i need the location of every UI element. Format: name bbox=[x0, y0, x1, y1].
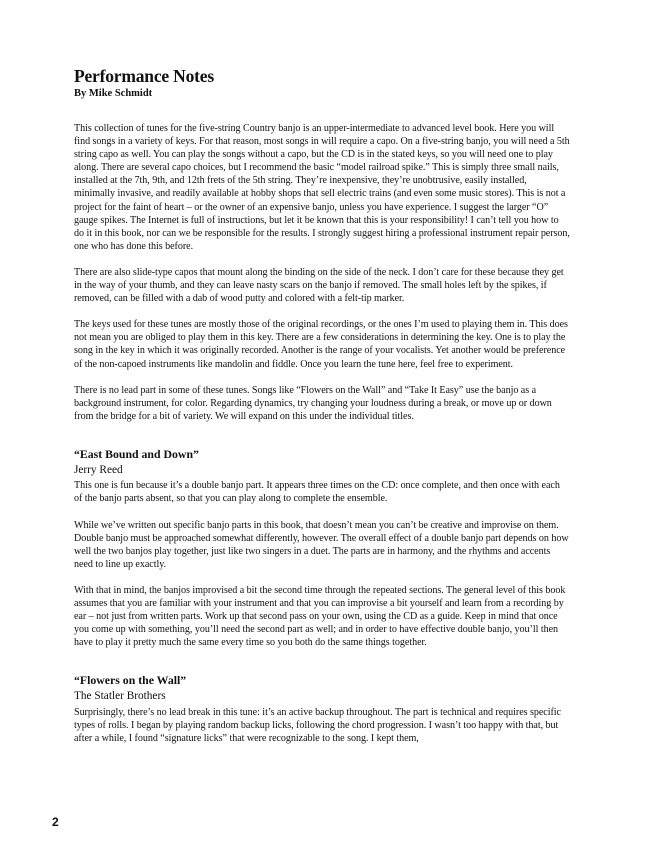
song-paragraph: While we’ve written out specific banjo parts in this book, that doesn’t mean you can’t be creative and improvise on them. Double banjo must be approached somewhat differently, however. The overall effect of a double banjo part depends on how well the two banjos play together, just like two singers in a duet. The parts are in harmony, and the rhythms and accents need to line up exactly. bbox=[74, 519, 569, 570]
page-title: Performance Notes bbox=[74, 66, 214, 86]
song-paragraph: This one is fun because it’s a double banjo part. It appears three times on the CD: once complete, and then once with each of the banjo parts absent, so that you can play along to complete the ensemble. bbox=[74, 480, 560, 505]
intro-paragraph-4: There is no lead part in some of these tunes. Songs like “Flowers on the Wall” and “Take It Easy” use the banjo as a background instrument, for color. Regarding dynamics, try changing your loudness during a break, or move up or down from the bridge for a bit of variety. We will expand on this under the individual titles. bbox=[74, 384, 552, 422]
intro-paragraph-2: There are also slide-type capos that mount along the binding on the side of the neck. I don’t care for these because they get in the way of your thumb, and they can leave nasty scars on the banjo if removed. The small holes left by the spikes, if removed, can be filled with a dab of wood putty and colored with a felt-tip marker. bbox=[74, 266, 564, 305]
song-section-flowers-on-the-wall bbox=[74, 673, 570, 745]
song-title: “East Bound and Down” bbox=[74, 446, 199, 461]
song-artist: Jerry Reed bbox=[74, 463, 123, 476]
song-paragraph: Surprisingly, there’s no lead break in this tune: it’s an active backup throughout. The part is technical and requires specific types of rolls. I began by playing random backup licks, following the chord progression. I wasn’t too happy with that, but after a while, I found “signature licks” that were recognizable to the song. I kept them, bbox=[74, 706, 561, 745]
song-paragraph: With that in mind, the banjos improvised a bit the second time through the repeated sections. The general level of this book assumes that you are familiar with your instrument and that you can improvise a bit yourself and learn from a recording by ear – not just from written parts. Work up that second pass on your own, using the CD as a guide. Keep in mind that once you come up with something, you’ll need the second part as well; and in order to have effective double banjo, you’ll then have to play it pretty much the same every time so you both do the same things together. bbox=[74, 584, 566, 649]
song-section-east-bound bbox=[74, 447, 570, 650]
song-artist: The Statler Brothers bbox=[74, 690, 166, 703]
intro-paragraph-1: This collection of tunes for the five-string Country banjo is an upper-intermediate to advanced level book. Here you will find songs in a variety of keys. For that reason, most songs in will require a capo. On a five-string banjo, you will need a 5th string capo as well. You can play the songs without a capo, but the CD is in the stated keys, so you will need one to play along. There are several capo choices, but I recommend the basic “model railroad spike.” This is simply three small nails, installed at the 7th, 9th, and 12th frets of the 5th string. They’re inexpensive, they’re unobtrusive, easily installed, minimally invasive, and readily available at hobby shops that sell electric trains (and even some music stores). This is not a project for the faint of heart – or the owner of an expensive banjo, unless you have experience. I suggest the larger “O” gauge spikes. The Internet is full of instructions, but let it be known that this is your responsibility! I can’t tell you how to do it in this book, nor can we be responsible for the results. I strongly suggest hiring a professional instrument repair person, one who has done this before. bbox=[74, 123, 570, 252]
song-title: “Flowers on the Wall” bbox=[74, 673, 187, 688]
page-content bbox=[74, 66, 570, 745]
page-number: 2 bbox=[52, 815, 59, 829]
author-byline: By Mike Schmidt bbox=[74, 88, 153, 99]
intro-paragraph-3: The keys used for these tunes are mostly those of the original recordings, or the ones I’m used to playing them in. This does not mean you are obliged to play them in this key. There are a few considerations in determining the key. One is to play the song in the key in which it was originally recorded. Another is the range of your vocalists. Yet another would be preference of the non-capoed instruments like mandolin and fiddle. Once you learn the tune here, feel free to experiment. bbox=[74, 319, 568, 370]
